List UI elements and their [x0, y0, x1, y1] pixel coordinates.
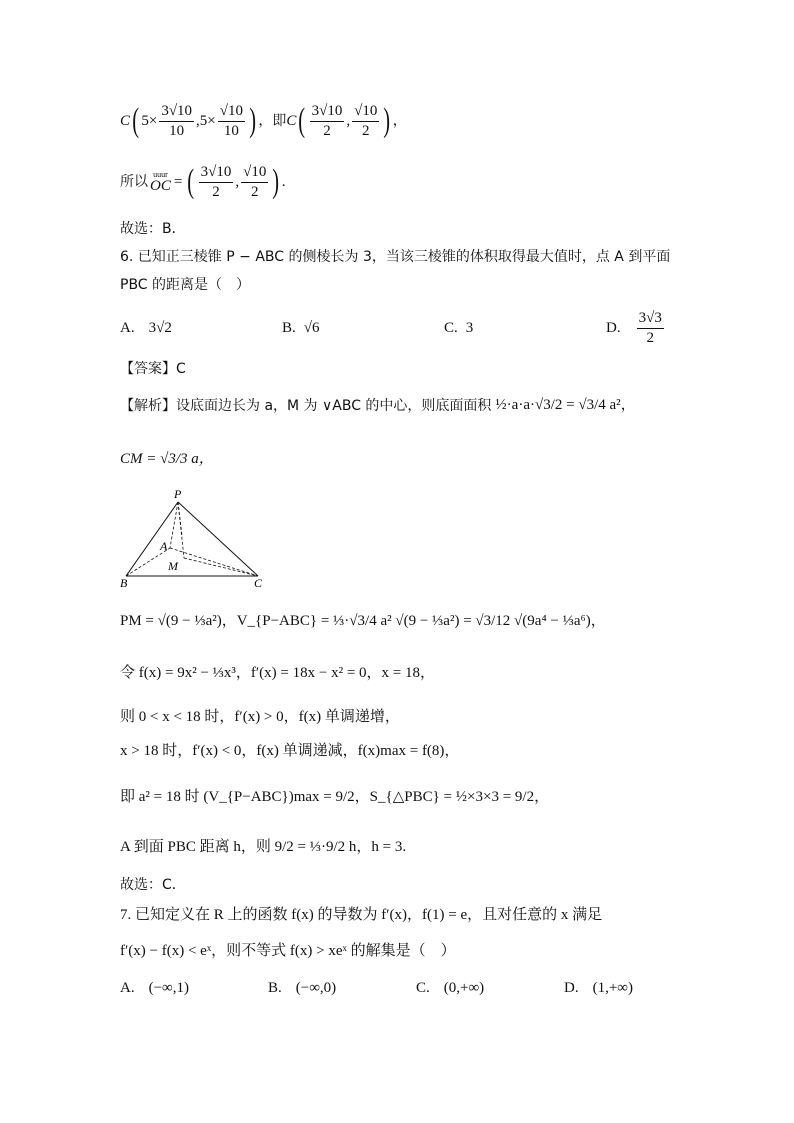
q7-option-b: B. (−∞,0): [268, 980, 337, 996]
label-b: B: [120, 576, 128, 588]
edge-pa: [170, 502, 178, 548]
edge-pm: [178, 502, 184, 558]
q6-stem-line2: PBC 的距离是（ ）: [120, 277, 251, 293]
q7-option-c: C. (0,+∞): [416, 980, 485, 996]
analysis-line4: 令 f(x) = 9x² − ⅓x³，f′(x) = 18x − x² = 0，x = 18，: [120, 665, 436, 681]
fraction: $\frac{3√10}{2}$: [311, 103, 343, 139]
analysis-line5: 则 0 < x < 18 时，f′(x) > 0，f(x) 单调递增，: [120, 709, 400, 725]
answer-choice-b: 故选：B．: [120, 221, 186, 237]
fraction: $\frac{√10}{2}$: [354, 103, 378, 139]
coef-five: 5×: [141, 112, 158, 129]
q6-option-b: B. √6: [282, 320, 320, 336]
vector-line: 所以 uuur OC = ( $\frac{3√10}{2}$ , $\frac{√10}{2}$ ) .: [120, 163, 286, 200]
pyramid-figure: [118, 488, 278, 588]
analysis-heading: 【解析】: [120, 397, 176, 414]
ji-text: ，即: [258, 113, 287, 129]
suoyi-text: 所以: [120, 174, 148, 190]
analysis-line8: A 到面 PBC 距离 h，则 9/2 = ⅓·9/2 h，h = 3.: [120, 839, 407, 855]
q7-option-a: A. (−∞,1): [120, 980, 189, 996]
q7-option-d: D. (1,+∞): [564, 980, 633, 996]
label-p: P: [174, 488, 182, 501]
analysis-line3: PM = √(9 − ⅓a²)，V_{P−ABC} = ⅓·√3/4 a² √(9 − ⅓a²) = √3/12 √(9a⁴ − ⅓a⁶)，: [120, 613, 606, 629]
q6-option-d: D. $\frac{3√3}{2}$: [606, 310, 662, 346]
answer-label: 【答案】C: [120, 361, 186, 377]
label-c: C: [254, 576, 263, 588]
analysis-line6: x > 18 时，f′(x) < 0，f(x) 单调递减，f(x)max = f(8)，: [120, 743, 460, 759]
label-a: A: [160, 539, 168, 553]
vector-oc: uuur OC: [150, 169, 171, 194]
fraction: $\frac{√10}{2}$: [243, 164, 267, 200]
edge-pc: [178, 502, 258, 576]
edge-inner: [178, 502, 182, 536]
fraction: $\frac{√10}{10}$: [219, 103, 243, 139]
coordinate-line: C ( 5× $\frac{3√10}{10}$ , 5× $\frac{√10}{10}$ ) ，即 C ( $\frac{3√10}{2}$ , $\frac{√10}{2}$ ) ，: [120, 102, 407, 139]
fraction: $\frac{3√10}{2}$: [200, 164, 232, 200]
analysis-line1: 【解析】 设底面边长为 a，M 为 ∨ABC 的中心，则底面面积 ½·a·a·√3/2 = √3/4 a²，: [120, 397, 636, 414]
analysis-line2: CM = √3/3 a，: [120, 451, 214, 467]
q6-option-c: C. 3: [444, 320, 474, 336]
fraction: $\frac{3√10}{10}$: [161, 103, 193, 139]
edge-mc: [184, 558, 258, 576]
analysis-line7: 即 a² = 18 时 (V_{P−ABC})max = 9/2，S_{△PBC} = ½×3×3 = 9/2，: [120, 789, 550, 805]
q7-stem-line2: f′(x) − f(x) < eˣ，则不等式 f(x) > xeˣ 的解集是（ ）: [120, 943, 456, 959]
point-c: C: [120, 112, 131, 129]
analysis-conclusion: 故选：C．: [120, 877, 186, 893]
q6-stem-line1: 6. 已知正三棱锥 P − ABC 的侧棱长为 3，当该三棱锥的体积取得最大值时，点 A 到平面: [120, 249, 671, 265]
q7-stem-line1: 7. 已知定义在 R 上的函数 f(x) 的导数为 f′(x)，f(1) = e，且对任意的 x 满足: [120, 907, 603, 923]
label-m: M: [168, 559, 178, 573]
q6-option-a: A. 3√2: [120, 320, 172, 336]
